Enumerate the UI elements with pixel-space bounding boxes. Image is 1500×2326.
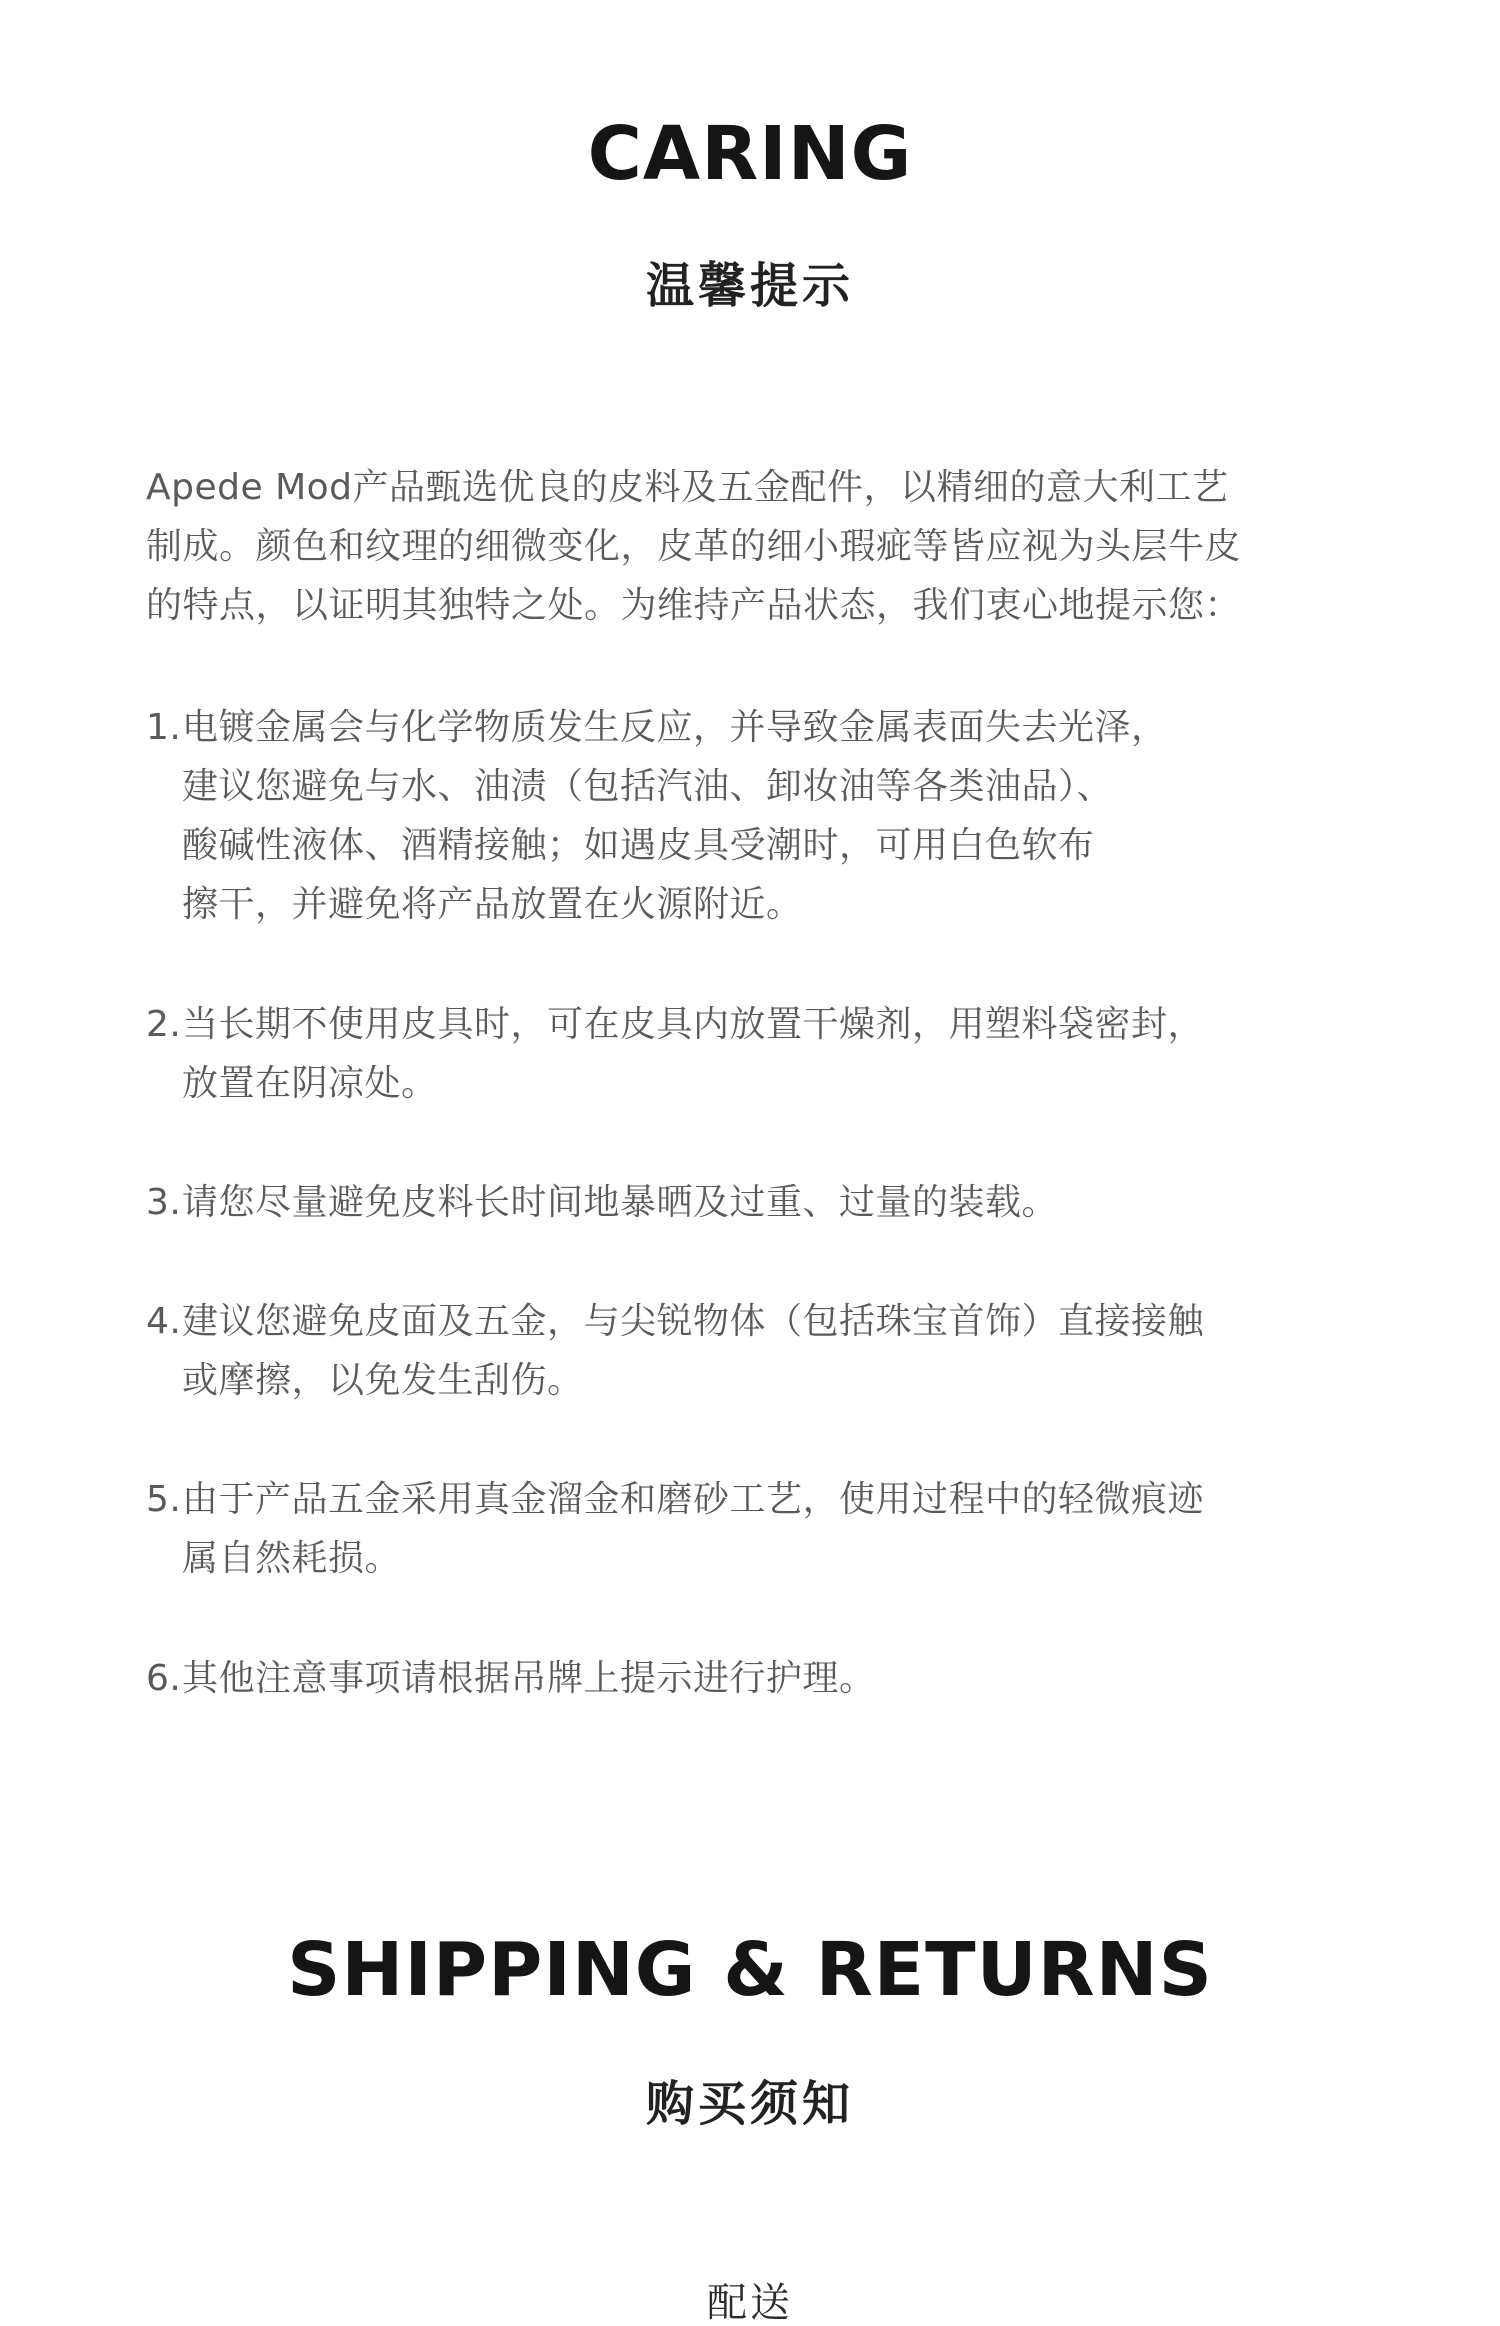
care-tip-number: 2. — [146, 1004, 182, 1045]
care-tip-item — [146, 995, 1386, 1113]
care-tip-line: 建议您避免皮面及五金，与尖锐物体（包括珠宝首饰）直接接触 — [182, 1301, 1205, 1342]
intro-line: 制成。颜色和纹理的细微变化，皮革的细小瑕疵等皆应视为头层牛皮 — [146, 526, 1242, 567]
care-tip-line: 其他注意事项请根据吊牌上提示进行护理。 — [182, 1658, 876, 1699]
care-tip-line: 放置在阴凉处。 — [182, 1063, 438, 1104]
care-tip-number: 6. — [146, 1658, 182, 1699]
care-tip-line: 或摩擦，以免发生刮伤。 — [182, 1360, 584, 1401]
shipping-subtitle: 购买须知 — [645, 2076, 854, 2132]
caring-title: CARING — [587, 111, 913, 197]
care-tip-number: 3. — [146, 1182, 182, 1223]
care-tip-line: 请您尽量避免皮料长时间地暴晒及过重、过量的装载。 — [182, 1182, 1059, 1223]
care-tip-item — [146, 698, 1386, 934]
care-tip-line: 由于产品五金采用真金溜金和磨砂工艺，使用过程中的轻微痕迹 — [182, 1479, 1205, 1520]
caring-subtitle: 温馨提示 — [645, 258, 854, 314]
care-tip-item — [146, 1649, 1386, 1708]
care-tip-item — [146, 1173, 1386, 1232]
care-tip-number: 1. — [146, 707, 182, 748]
shipping-title: SHIPPING & RETURNS — [287, 1927, 1213, 2013]
intro-line: 的特点，以证明其独特之处。为维持产品状态，我们衷心地提示您： — [146, 585, 1242, 626]
intro-line: Apede Mod产品甄选优良的皮料及五金配件，以精细的意大利工艺 — [146, 467, 1229, 508]
care-tip-line: 建议您避免与水、油渍（包括汽油、卸妆油等各类油品）、 — [182, 766, 1114, 807]
care-tip-line: 电镀金属会与化学物质发生反应，并导致金属表面失去光泽， — [182, 707, 1168, 748]
care-tip-number: 4. — [146, 1301, 182, 1342]
delivery-section-label: 配送 — [707, 2280, 793, 2326]
care-tip-line: 属自然耗损。 — [182, 1538, 402, 1579]
care-tip-line: 酸碱性液体、酒精接触；如遇皮具受潮时，可用白色软布 — [182, 825, 1095, 866]
caring-intro — [146, 458, 1386, 635]
care-tip-number: 5. — [146, 1479, 182, 1520]
care-tip-line: 当长期不使用皮具时，可在皮具内放置干燥剂，用塑料袋密封， — [182, 1004, 1205, 1045]
care-tip-item — [146, 1470, 1386, 1588]
care-tip-item — [146, 1292, 1386, 1410]
care-tip-line: 擦干，并避免将产品放置在火源附近。 — [182, 884, 803, 925]
